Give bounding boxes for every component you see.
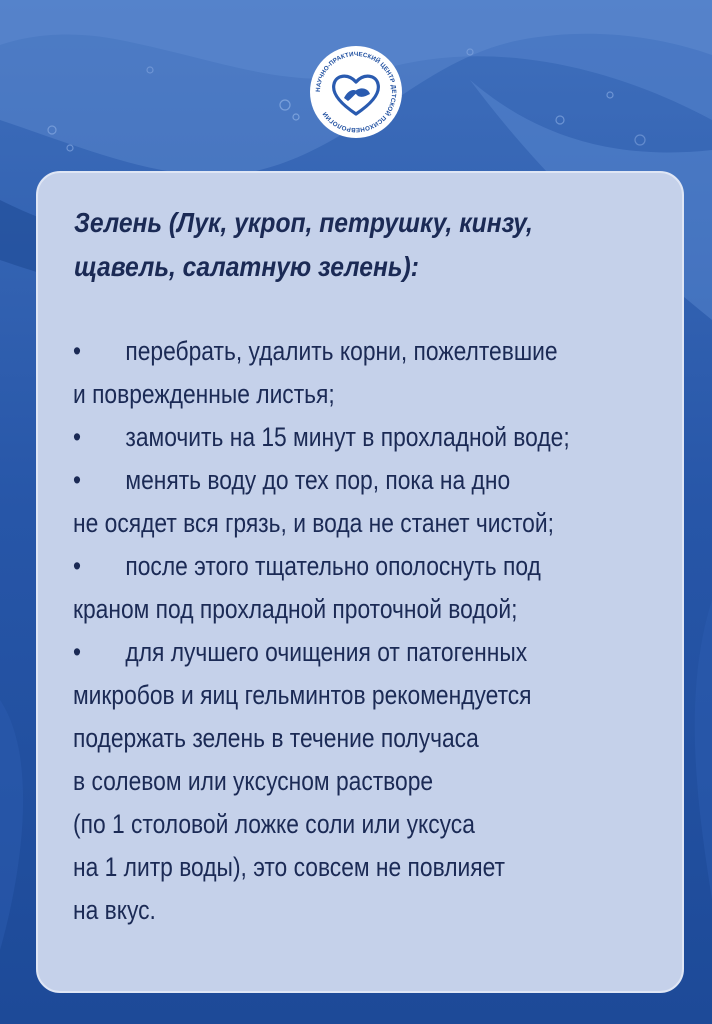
list-item-text: и поврежденные листья; bbox=[73, 379, 335, 409]
list-item-continuation bbox=[73, 846, 665, 889]
list-item-text: замочить на 15 минут в прохладной воде; bbox=[125, 422, 570, 452]
list-item-text: менять воду до тех пор, пока на дно bbox=[125, 465, 511, 495]
list-item bbox=[73, 459, 665, 502]
list-item bbox=[73, 545, 665, 588]
instructions-list bbox=[73, 330, 665, 932]
logo bbox=[308, 44, 404, 140]
list-item-continuation bbox=[73, 502, 665, 545]
list-item-text: подержать зелень в течение получаса bbox=[73, 723, 479, 753]
list-item-continuation bbox=[73, 889, 665, 932]
list-item-text: краном под прохладной проточной водой; bbox=[73, 594, 518, 624]
list-item bbox=[73, 330, 665, 373]
heading bbox=[74, 201, 584, 289]
list-item-text: не осядет вся грязь, и вода не станет чистой; bbox=[73, 508, 554, 538]
list-item bbox=[73, 631, 665, 674]
list-item-continuation bbox=[73, 588, 665, 631]
bullet-marker: • bbox=[73, 336, 81, 366]
list-item-continuation bbox=[73, 803, 665, 846]
list-item-text: после этого тщательно ополоснуть под bbox=[125, 551, 541, 581]
heading-line-1: Зелень (Лук, укроп, петрушку, кинзу, bbox=[74, 207, 533, 238]
list-item-text: (по 1 столовой ложке соли или уксуса bbox=[73, 809, 475, 839]
list-item-text: на 1 литр воды), это совсем не повлияет bbox=[73, 852, 505, 882]
heading-line-2: щавель, салатную зелень): bbox=[74, 251, 419, 282]
list-item-text: на вкус. bbox=[73, 895, 156, 925]
bullet-marker: • bbox=[73, 637, 81, 667]
list-item-text: перебрать, удалить корни, пожелтевшие bbox=[125, 336, 558, 366]
bullet-marker: • bbox=[73, 465, 81, 495]
list-item-text: в солевом или уксусном растворе bbox=[73, 766, 434, 796]
list-item-continuation bbox=[73, 373, 665, 416]
list-item-continuation bbox=[73, 674, 665, 717]
bullet-marker: • bbox=[73, 551, 81, 581]
list-item-continuation bbox=[73, 717, 665, 760]
list-item-text: для лучшего очищения от патогенных bbox=[125, 637, 528, 667]
bullet-marker: • bbox=[73, 422, 81, 452]
list-item-text: микробов и яиц гельминтов рекомендуется bbox=[73, 680, 532, 710]
logo-text: НАУЧНО-ПРАКТИЧЕСКИЙ ЦЕНТР ДЕТСКОЙ ПСИХОНЕВРОЛОГИИ bbox=[314, 50, 398, 134]
list-item-continuation bbox=[73, 760, 665, 803]
list-item bbox=[73, 416, 665, 459]
